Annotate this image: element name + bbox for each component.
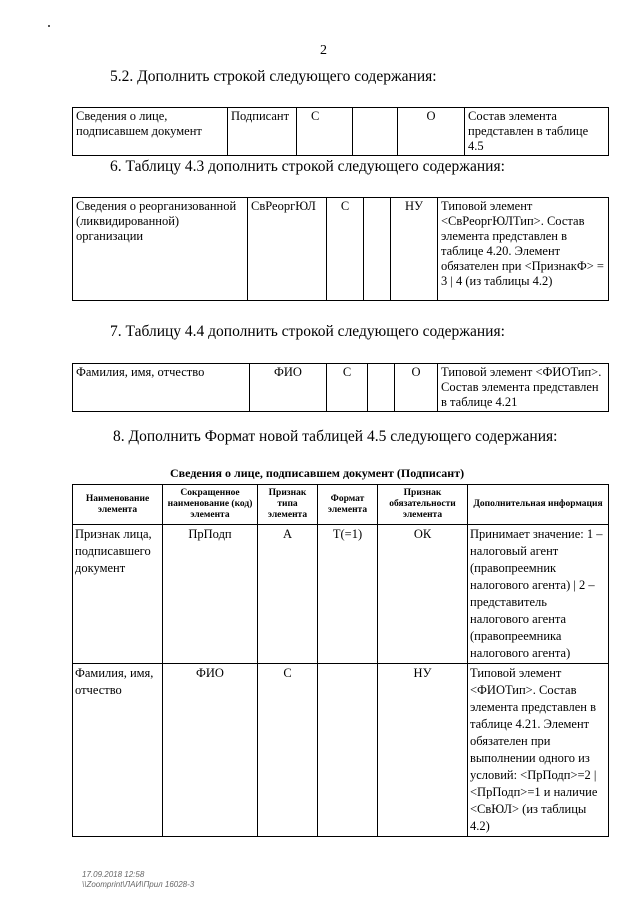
cell-code: ФИО <box>250 364 327 412</box>
cell-required: О <box>395 364 438 412</box>
section-heading-6: 6. Таблицу 4.3 дополнить строкой следующего содержания: <box>110 158 505 175</box>
header-code: Сокращенное наименование (код) элемента <box>163 485 258 525</box>
cell-type: С <box>327 364 368 412</box>
table-row <box>73 198 609 301</box>
cell-code: ФИО <box>163 664 258 837</box>
cell-info: Типовой элемент <ФИОТип>. Состав элемента представлен в таблице 4.21 <box>438 364 609 412</box>
header-format: Формат элемента <box>318 485 378 525</box>
cell-name: Сведения о лице, подписавшем документ <box>73 108 228 156</box>
header-required: Признак обязательности элемента <box>378 485 468 525</box>
cell-required: НУ <box>378 664 468 837</box>
table-row <box>73 525 609 664</box>
cell-required: НУ <box>391 198 438 301</box>
cell-format: Т(=1) <box>318 525 378 664</box>
cell-info: Состав элемента представлен в таблице 4.5 <box>465 108 609 156</box>
table-header-row <box>73 485 609 525</box>
section-heading-5-2: 5.2. Дополнить строкой следующего содержания: <box>110 68 437 85</box>
cell-format <box>364 198 391 301</box>
cell-type: С <box>258 664 318 837</box>
cell-format <box>353 108 398 156</box>
scan-artifact <box>48 25 50 27</box>
cell-format <box>368 364 395 412</box>
cell-info: Типовой элемент <СвРеоргЮЛТип>. Состав элемента представлен в таблице 4.20. Элемент обязателен при <ПризнакФ> = 3 | 4 (из таблицы 4.2) <box>438 198 609 301</box>
table-row <box>73 664 609 837</box>
header-name: Наименование элемента <box>73 485 163 525</box>
cell-type: С <box>327 198 364 301</box>
cell-code: СвРеоргЮЛ <box>248 198 327 301</box>
cell-info: Принимает значение: 1 – налоговый агент (правопреемник налогового агента) | 2 – представитель налогового агента (правопреемника налогового агента) <box>468 525 609 664</box>
table-caption: Сведения о лице, подписавшем документ (Подписант) <box>170 466 465 480</box>
header-info: Дополнительная информация <box>468 485 609 525</box>
table-row <box>73 108 609 156</box>
cell-format <box>318 664 378 837</box>
cell-name: Признак лица, подписавшего документ <box>73 525 163 664</box>
cell-type: С <box>297 108 353 156</box>
row-table-6 <box>72 197 609 301</box>
section-heading-7: 7. Таблицу 4.4 дополнить строкой следующего содержания: <box>110 323 505 340</box>
footer-timestamp: 17.09.2018 12:58 <box>82 870 145 879</box>
page-number: 2 <box>320 43 327 58</box>
row-table-5-2 <box>72 107 609 156</box>
cell-code: ПрПодп <box>163 525 258 664</box>
cell-required: О <box>398 108 465 156</box>
cell-name: Фамилия, имя, отчество <box>73 664 163 837</box>
cell-name: Фамилия, имя, отчество <box>73 364 250 412</box>
section-heading-8: 8. Дополнить Формат новой таблицей 4.5 следующего содержания: <box>113 428 558 445</box>
header-type: Признак типа элемента <box>258 485 318 525</box>
cell-info: Типовой элемент <ФИОТип>. Состав элемента представлен в таблице 4.21. Элемент обязателен при выполнении одного из условий: <ПрПодп>=2 | <ПрПодп>=1 и наличие <СвЮЛ> (из таблицы 4.2) <box>468 664 609 837</box>
cell-required: ОК <box>378 525 468 664</box>
cell-name: Сведения о реорганизованной (ликвидированной) организации <box>73 198 248 301</box>
table-row <box>73 364 609 412</box>
footer-path: \\Zoomprint\ЛАИ\Прил 16028-3 <box>82 880 195 889</box>
row-table-7 <box>72 363 609 412</box>
table-4-5 <box>72 484 609 837</box>
cell-code: Подписант <box>228 108 297 156</box>
cell-type: А <box>258 525 318 664</box>
